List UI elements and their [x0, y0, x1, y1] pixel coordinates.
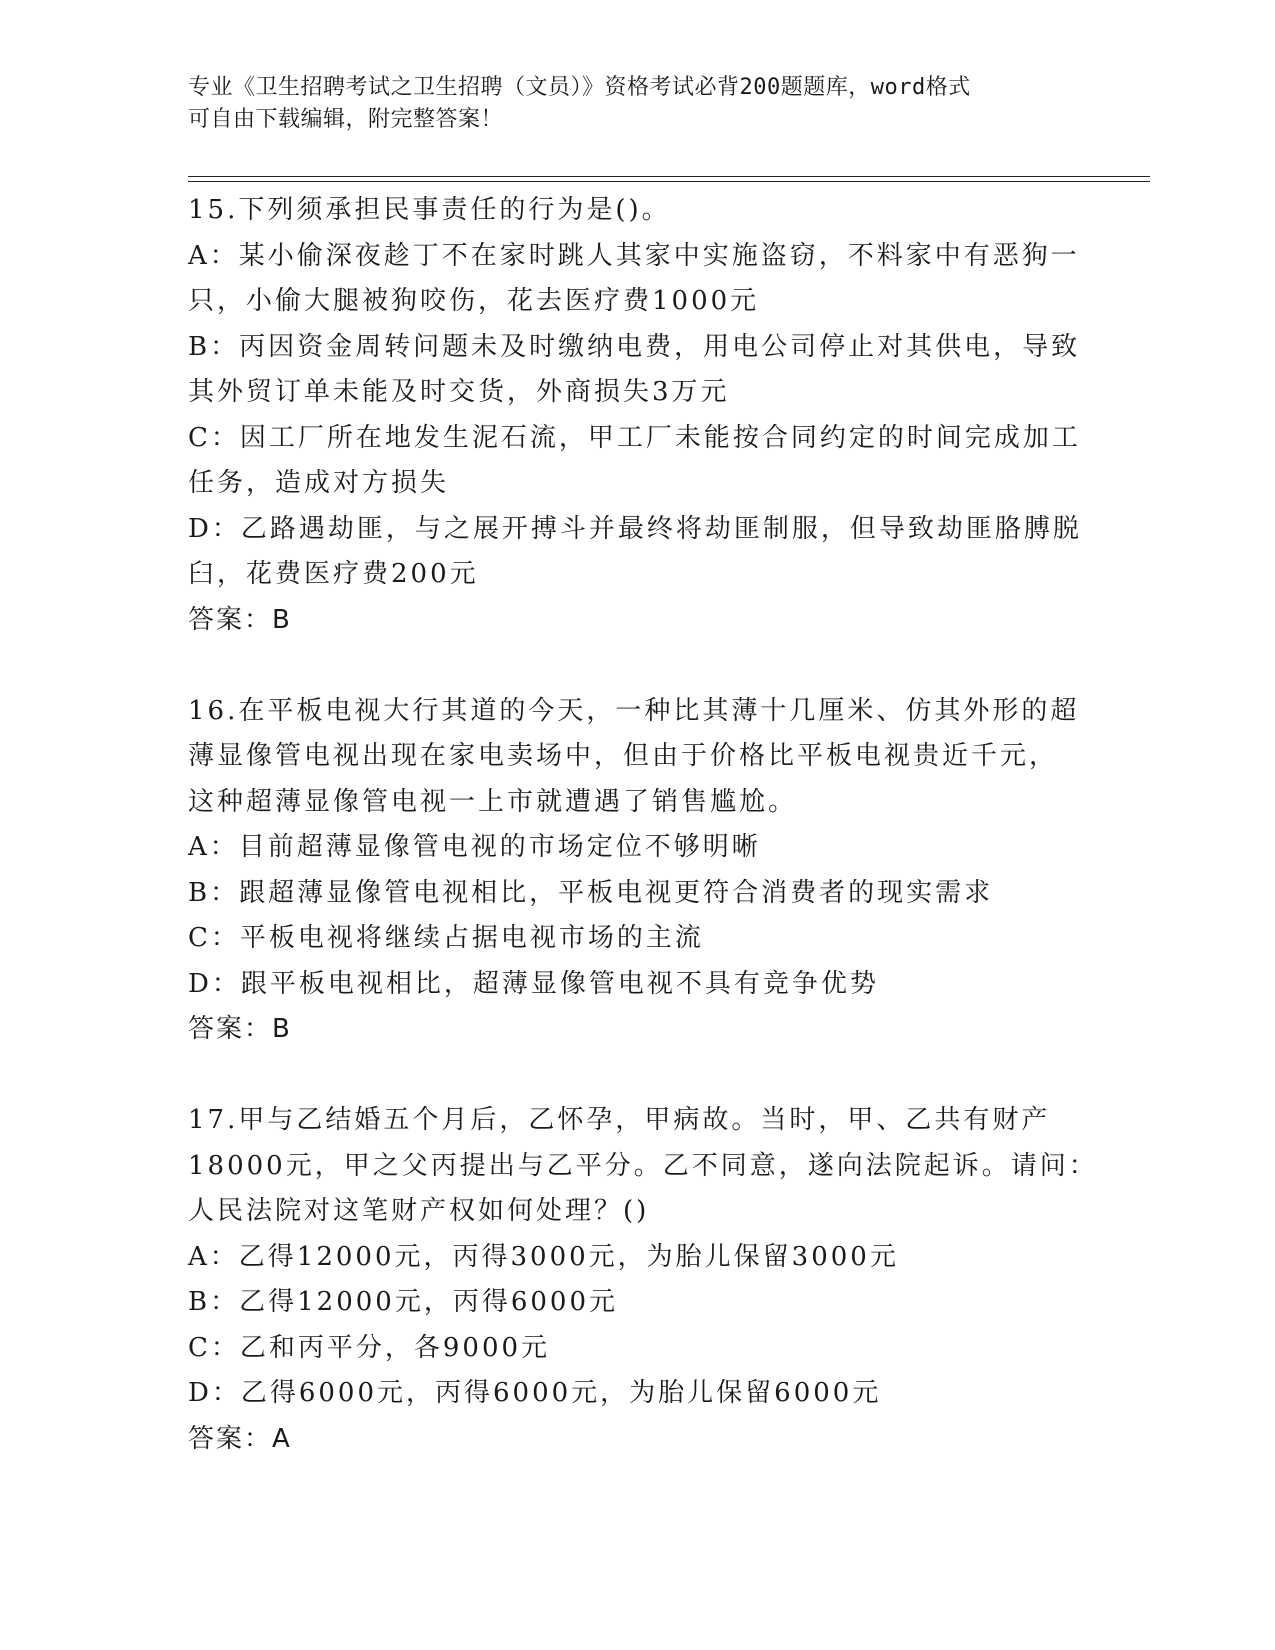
question-stem: 18000元，甲之父丙提出与乙平分。乙不同意，遂向法院起诉。请问：	[188, 1150, 1098, 1181]
option-line: B：丙因资金周转问题未及时缴纳电费，用电公司停止对其供电，导致	[188, 331, 1081, 362]
option-c	[188, 416, 1088, 507]
question-stem: 人民法院对这笔财产权如何处理？()	[188, 1196, 650, 1226]
option-d: D：乙得6000元，丙得6000元，为胎儿保留6000元	[188, 1378, 882, 1408]
header-line-1: 专业《卫生招聘考试之卫生招聘（文员）》资格考试必背200题题库，word格式	[188, 75, 971, 100]
option-line: D：乙路遇劫匪，与之展开搏斗并最终将劫匪制服，但导致劫匪胳膊脱	[188, 513, 1082, 544]
answer-label: 答案：B	[188, 1014, 292, 1044]
question-spacer	[188, 1053, 1088, 1099]
answer-label: 答案：A	[188, 1423, 292, 1454]
header-line-2: 可自由下载编辑，附完整答案！	[188, 107, 504, 132]
question-stem: 15.下列须承担民事责任的行为是()。	[188, 195, 671, 225]
question-stem: 17.甲与乙结婚五个月后，乙怀孕，甲病故。当时，甲、乙共有财产	[188, 1105, 1051, 1135]
option-b: B：乙得12000元，丙得6000元	[188, 1287, 618, 1317]
answer-label: 答案：B	[188, 604, 292, 635]
option-line: C：因工厂所在地发生泥石流，甲工厂未能按合同约定的时间完成加工	[188, 422, 1081, 453]
option-a	[188, 234, 1088, 325]
option-d: D：跟平板电视相比，超薄显像管电视不具有竞争优势	[188, 968, 879, 999]
header-divider-bottom	[188, 181, 1150, 182]
option-line: 其外贸订单未能及时交货，外商损失3万元	[188, 377, 730, 407]
option-line: A：某小偷深夜趁丁不在家时跳人其家中实施盗窃，不料家中有恶狗一	[188, 240, 1080, 271]
option-d	[188, 507, 1088, 598]
option-b: B：跟超薄显像管电视相比，平板电视更符合消费者的现实需求	[188, 877, 994, 908]
option-a: A：目前超薄显像管电视的市场定位不够明晰	[188, 832, 761, 862]
question-stem: 16.在平板电视大行其道的今天，一种比其薄十几厘米、仿其外形的超	[188, 695, 1080, 726]
question-stem: 这种超薄显像管电视一上市就遭遇了销售尴尬。	[188, 786, 798, 817]
question-15	[188, 188, 1088, 643]
document-header	[188, 72, 1088, 136]
question-17	[188, 1098, 1098, 1462]
question-spacer	[188, 643, 1088, 689]
option-line: 任务，造成对方损失	[188, 468, 450, 498]
option-line: 只，小偷大腿被狗咬伤，花去医疗费1000元	[188, 286, 760, 316]
question-list	[188, 188, 1098, 1462]
option-a: A：乙得12000元，丙得3000元，为胎儿保留3000元	[188, 1241, 899, 1272]
question-16	[188, 689, 1088, 1053]
header-divider-top	[188, 176, 1150, 177]
option-b	[188, 325, 1088, 416]
option-c: C：乙和丙平分，各9000元	[188, 1332, 551, 1363]
option-c: C：平板电视将继续占据电视市场的主流	[188, 923, 704, 953]
option-line: 臼，花费医疗费200元	[188, 559, 479, 589]
question-stem: 薄显像管电视出现在家电卖场中，但由于价格比平板电视贵近千元，	[188, 741, 1059, 771]
